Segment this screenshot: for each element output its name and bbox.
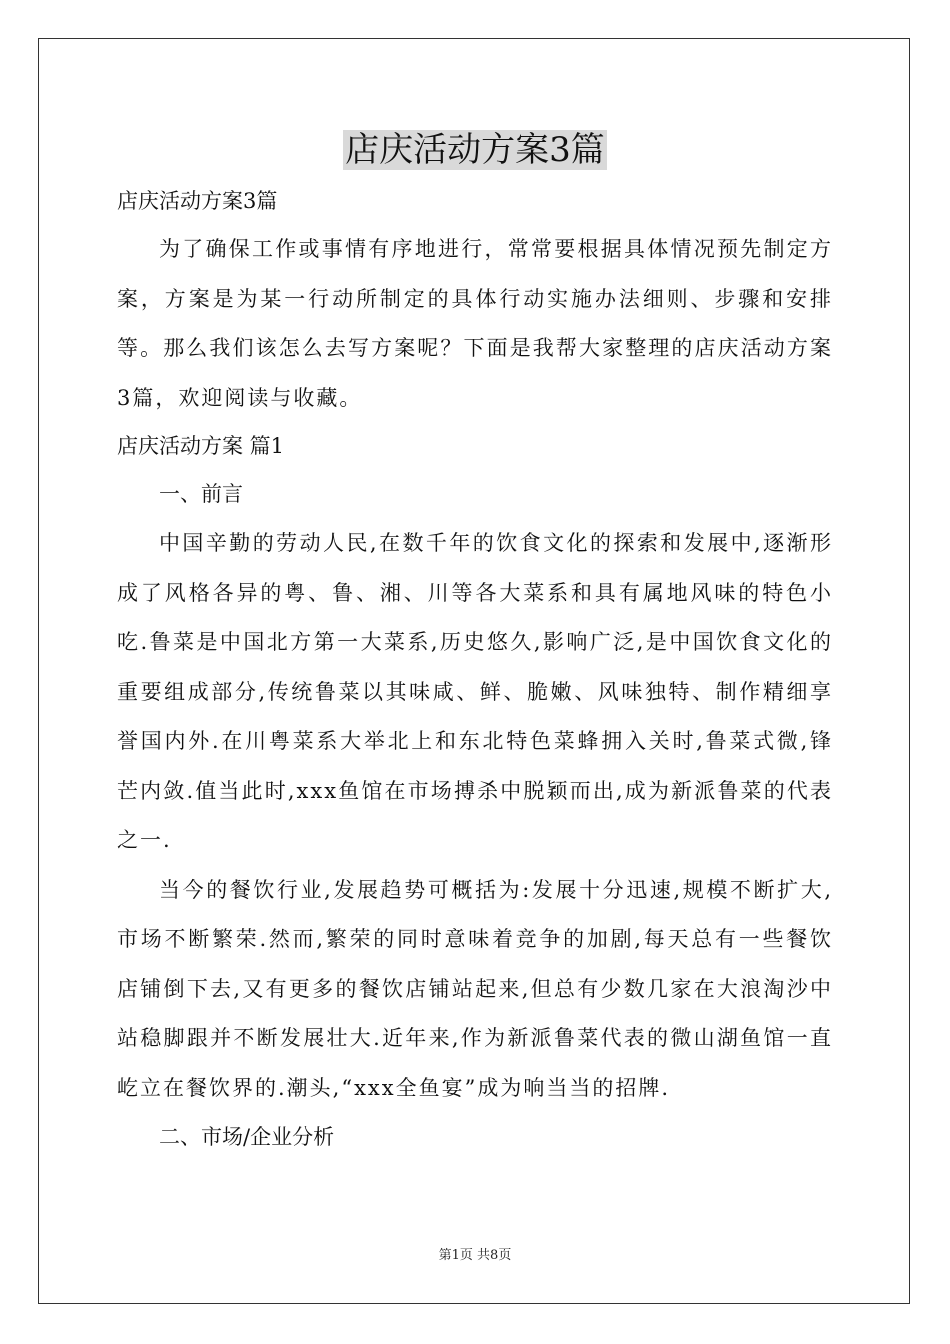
document-body (117, 178, 833, 1162)
document-title (0, 128, 950, 172)
intro-paragraph: 为了确保工作或事情有序地进行，常常要根据具体情况预先制定方案，方案是为某一行动所制定的具体行动实施办法细则、步骤和安排等。那么我们该怎么去写方案呢？下面是我帮大家整理的店庆活动方案3篇，欢迎阅读与收藏。 (117, 237, 833, 410)
section-title: 店庆活动方案 篇1 (117, 434, 285, 458)
heading-market-analysis: 二、市场/企业分析 (159, 1125, 335, 1149)
paragraph-cuisine: 中国辛勤的劳动人民,在数千年的饮食文化的探索和发展中,逐渐形成了风格各异的粤、鲁、湘、川等各大菜系和具有属地风味的特色小吃.鲁菜是中国北方第一大菜系,历史悠久,影响广泛,是中国饮食文化的重要组成部分,传统鲁菜以其味咸、鲜、脆嫩、风味独特、制作精细享誉国内外.在川粤菜系大举北上和东北特色菜蜂拥入关时,鲁菜式微,锋芒内敛.值当此时,xxx鱼馆在市场搏杀中脱颖而出,成为新派鲁菜的代表之一. (117, 531, 833, 852)
subtitle-line: 店庆活动方案3篇 (117, 189, 278, 213)
document-title-text: 店庆活动方案3篇 (345, 130, 605, 170)
heading-preface: 一、前言 (159, 482, 243, 506)
page-footer: 第1页 共8页 (438, 1248, 512, 1263)
paragraph-industry: 当今的餐饮行业,发展趋势可概括为:发展十分迅速,规模不断扩大,市场不断繁荣.然而,繁荣的同时意味着竞争的加剧,每天总有一些餐饮店铺倒下去,又有更多的餐饮店铺站起来,但总有少数几家在大浪淘沙中站稳脚跟并不断发展壮大.近年来,作为新派鲁菜代表的微山湖鱼馆一直屹立在餐饮界的.潮头,“xxx全鱼宴”成为响当当的招牌. (117, 877, 833, 1100)
